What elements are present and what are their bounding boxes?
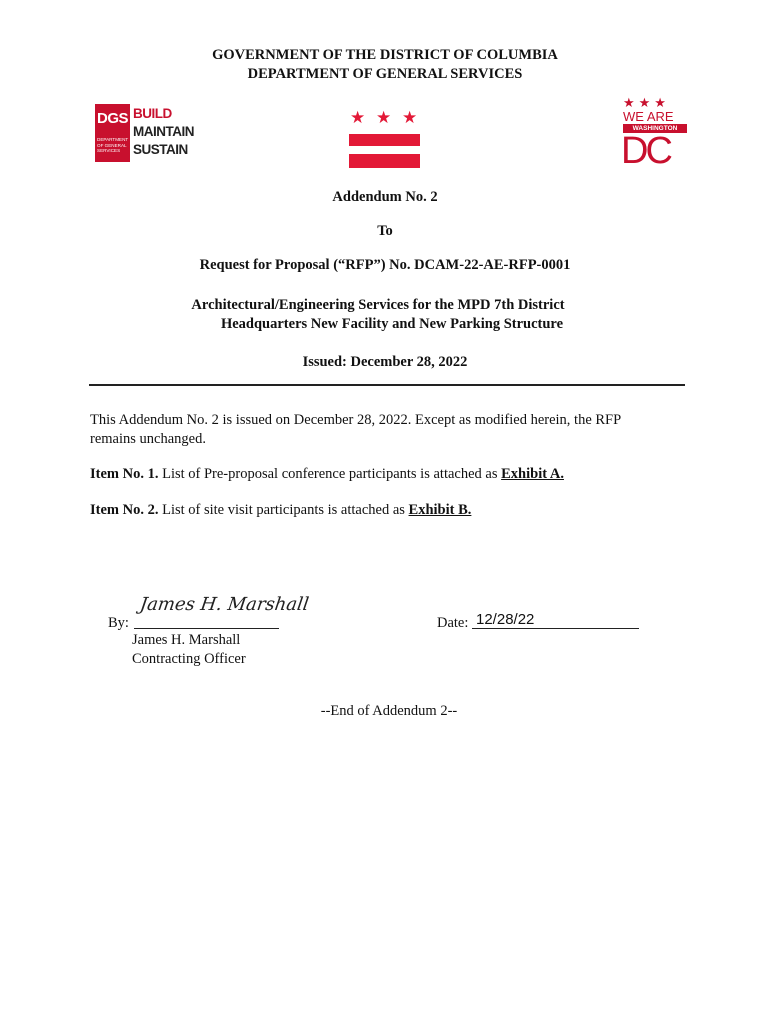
exhibit-a-link[interactable]: Exhibit A. [501, 466, 564, 482]
dgs-word-build: BUILD [133, 106, 172, 121]
project-title-line-1: Architectural/Engineering Services for the MPD 7th District [191, 297, 565, 313]
item-2-text: List of site visit participants is attached as [158, 502, 409, 518]
flag-bar [349, 134, 420, 146]
dgs-word-sustain: SUSTAIN [133, 142, 188, 157]
wadc-line-1: WE ARE [623, 109, 674, 124]
by-label: By: [108, 615, 129, 631]
issued-date: Issued: December 28, 2022 [302, 354, 468, 370]
project-title-line-2: Headquarters New Facility and New Parking Structure [220, 316, 564, 332]
divider-rule [89, 384, 685, 386]
dgs-logo-words [133, 105, 194, 159]
item-1-text: List of Pre-proposal conference participants is attached as [158, 466, 502, 482]
item-1-label: Item No. 1. [90, 466, 159, 482]
flag-star-icon: ★ [376, 108, 392, 128]
signer-name: James H. Marshall [132, 632, 241, 648]
date-value: 12/28/22 [476, 611, 535, 628]
dgs-logo-subtitle: DEPARTMENT OF GENERAL SERVICES [97, 137, 129, 154]
flag-bar [349, 154, 420, 168]
dgs-logo-badge [95, 104, 130, 162]
signer-role: Contracting Officer [132, 651, 246, 667]
intro-line-1: This Addendum No. 2 is issued on December 28, 2022. Except as modified herein, the RFP [90, 412, 622, 428]
rfp-number: Request for Proposal (“RFP”) No. DCAM-22-AE-RFP-0001 [199, 257, 571, 273]
intro-line-2: remains unchanged. [90, 431, 206, 447]
flag-star-icon: ★ [402, 108, 418, 128]
signature: James H. Marshall [138, 594, 311, 615]
wadc-line-2: WASHINGTON [623, 124, 687, 133]
item-2 [90, 501, 471, 520]
to-label: To [377, 223, 393, 239]
we-are-washington-dc-logo [620, 98, 692, 174]
item-2-label: Item No. 2. [90, 502, 159, 518]
flag-star-icon: ★ [350, 108, 366, 128]
wadc-stars-icon: ★★★ [623, 96, 670, 111]
item-1 [90, 465, 564, 484]
header-line-2: DEPARTMENT OF GENERAL SERVICES [247, 66, 523, 82]
dgs-logo [95, 104, 194, 162]
addendum-number: Addendum No. 2 [332, 189, 438, 205]
dgs-word-maintain: MAINTAIN [133, 124, 194, 139]
dgs-logo-abbr: DGS [97, 110, 129, 127]
intro-paragraph [90, 411, 621, 449]
end-of-addendum: --End of Addendum 2-- [320, 703, 458, 719]
wadc-line-3: DC [621, 130, 670, 172]
date-label: Date: [437, 615, 469, 631]
header-line-1: GOVERNMENT OF THE DISTRICT OF COLUMBIA [212, 47, 558, 63]
dc-flag-icon [349, 108, 421, 172]
exhibit-b-link[interactable]: Exhibit B. [408, 502, 472, 518]
